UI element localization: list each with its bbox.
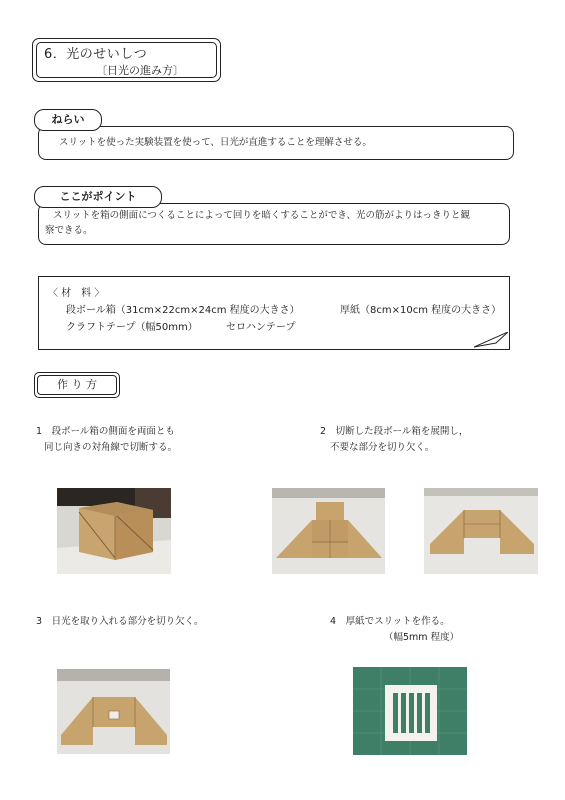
- materials-heading: 〈 材 料 〉: [48, 288, 105, 299]
- aim-text: スリットを使った実験装置を使って、日光が直進することを理解させる。: [59, 137, 372, 148]
- page-subtitle: 〔日光の進み方〕: [96, 64, 184, 77]
- step-3: [36, 614, 203, 630]
- step-2-text-line1: 切断した段ボール箱を展開し，: [335, 426, 469, 437]
- materials-item-thick-paper: 厚紙（8cm×10cm 程度の大きさ）: [340, 305, 502, 316]
- step-1-text-line2: 同じ向きの対角線で切断する。: [44, 442, 178, 453]
- photo-slit-card: [353, 667, 467, 755]
- aim-label: ねらい: [34, 109, 102, 131]
- materials-item-cellophane-tape: セロハンテープ: [226, 322, 296, 333]
- step-2-number: 2: [320, 426, 327, 437]
- point-text-line1: スリットを箱の側面につくることによって回りを暗くすることができ、光の筋がよりはっきりと観: [53, 210, 471, 221]
- photo-cut-box: [57, 488, 171, 574]
- step-4-number: 4: [330, 616, 337, 627]
- page-fold-corner: [474, 332, 508, 348]
- step-3-number: 3: [36, 616, 43, 627]
- step-1-text-line1: 段ボール箱の側面を両面とも: [51, 426, 175, 437]
- step-2-text-line2: 不要な部分を切り欠く。: [330, 442, 435, 453]
- step-1: [36, 424, 177, 456]
- page-title: 6．光のせいしつ: [44, 47, 148, 62]
- step-2: [320, 424, 468, 456]
- photo-sunlight-opening: [57, 669, 170, 754]
- method-label: [34, 372, 120, 398]
- point-label: ここがポイント: [34, 186, 162, 208]
- photo-unfolded-box: [272, 488, 385, 574]
- method-label-text: 作 り 方: [57, 378, 97, 391]
- step-4-text-line2: （幅5mm 程度）: [384, 632, 460, 643]
- point-panel: [38, 203, 510, 245]
- photo-trimmed-layout: [424, 488, 538, 574]
- materials-item-cardboard-box: 段ボール箱（31cm×22cm×24cm 程度の大きさ）: [66, 305, 300, 316]
- materials-item-craft-tape: クラフトテープ（幅50mm）: [66, 322, 198, 333]
- step-4-text-line1: 厚紙でスリットを作る。: [345, 616, 450, 627]
- step-3-text-line1: 日光を取り入れる部分を切り欠く。: [51, 616, 204, 627]
- aim-panel: [38, 126, 514, 160]
- point-text-line2: 察できる。: [45, 225, 93, 236]
- step-1-number: 1: [36, 426, 43, 437]
- step-4: [330, 614, 459, 646]
